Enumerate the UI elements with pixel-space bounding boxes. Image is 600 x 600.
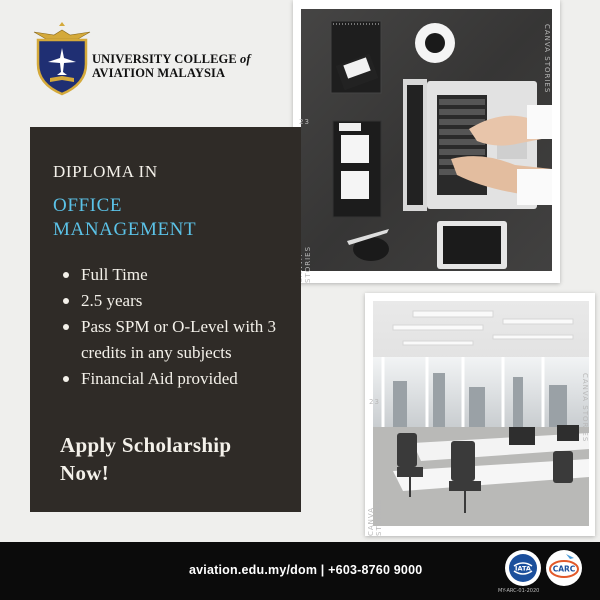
iata-badge-icon — [505, 550, 541, 586]
desk-laptop-photo — [293, 0, 560, 283]
canva-watermark: CANVA STORIES — [543, 24, 551, 94]
office-interior-photo — [365, 293, 595, 536]
college-name-of: of — [240, 52, 251, 66]
canva-watermark-number: 23 — [369, 398, 380, 406]
footer-bar — [0, 542, 600, 600]
list-item: 2.5 years — [61, 288, 286, 314]
program-facts-list — [61, 262, 286, 392]
college-name-line1: UNIVERSITY COLLEGE — [92, 52, 237, 66]
canva-watermark-number: 23 — [299, 118, 310, 126]
cta-line1: Apply Scholarship — [60, 433, 232, 457]
certification-number: MY-ARC-01-2020 — [498, 588, 540, 594]
list-item: Full Time — [61, 262, 286, 288]
program-kicker: DIPLOMA IN — [53, 162, 158, 181]
carc-badge-icon — [546, 550, 582, 586]
program-title — [53, 194, 196, 242]
program-title-line1: OFFICE — [53, 195, 123, 216]
list-item: Pass SPM or O-Level with 3 credits in any subjects — [61, 314, 286, 366]
list-item: Financial Aid provided — [61, 366, 286, 392]
canva-watermark: STORIES — [304, 245, 312, 283]
college-crest-logo — [32, 22, 92, 96]
college-name-line2: AVIATION MALAYSIA — [92, 66, 226, 80]
carc-badge-label: CARC — [552, 564, 576, 574]
college-name — [92, 52, 251, 80]
program-title-line2: MANAGEMENT — [53, 219, 197, 240]
canva-watermark: CANVA STORIES — [581, 373, 589, 443]
contact-info-link[interactable]: aviation.edu.my/dom | +603-8760 9000 — [189, 563, 423, 577]
program-info-panel — [30, 127, 301, 512]
canva-watermark: CANVA STORIES — [367, 498, 383, 536]
cta-line2: Now! — [60, 461, 110, 485]
iata-badge-label: IATA — [515, 564, 531, 573]
apply-scholarship-cta[interactable] — [60, 431, 231, 487]
